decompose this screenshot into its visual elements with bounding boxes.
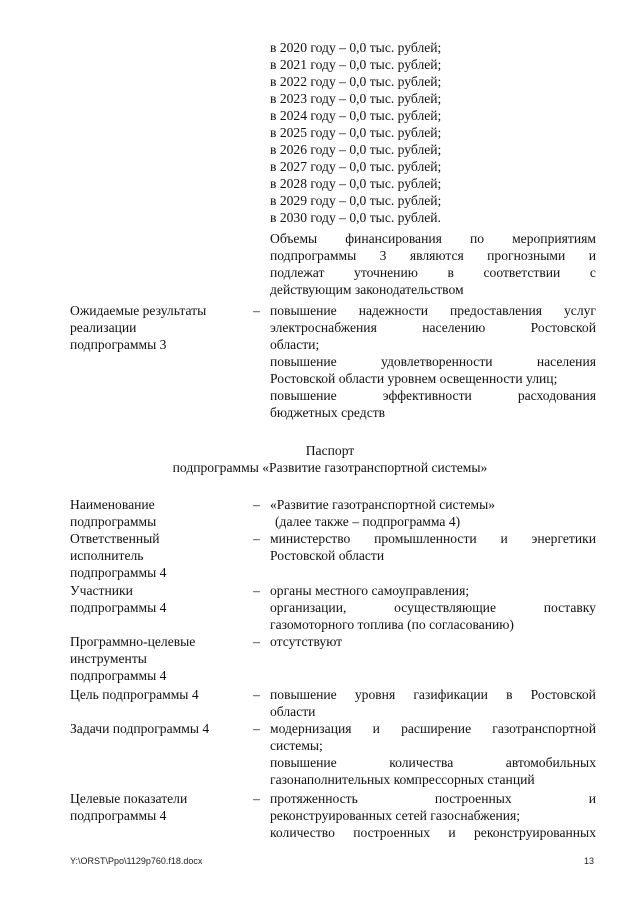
dash: – <box>253 721 260 736</box>
row-participants-value-1: органы местного самоуправления; <box>270 583 470 598</box>
word: прогнозными <box>487 248 566 263</box>
word: и <box>448 825 456 840</box>
word: Объемы <box>270 231 318 246</box>
word: финансирования <box>345 231 442 246</box>
word: населения <box>536 354 596 369</box>
funding-note-line-3 <box>270 264 596 281</box>
expected-line-3: области; <box>270 337 320 352</box>
word: повышение <box>270 303 337 318</box>
row-tasks-label <box>70 720 245 737</box>
word: соответствии <box>483 265 561 280</box>
label-line: подпрограммы 4 <box>70 565 167 580</box>
row-responsible-label <box>70 530 245 581</box>
funding-year-2027: в 2027 году – 0,0 тыс. рублей; <box>270 159 442 174</box>
word: и <box>588 791 596 806</box>
funding-year-2030: в 2030 году – 0,0 тыс. рублей. <box>270 210 441 225</box>
label-line: подпрограммы <box>70 514 157 529</box>
word: с <box>589 265 596 280</box>
word: поставку <box>543 600 596 615</box>
funding-note-line-2 <box>270 247 596 264</box>
expected-line-5: Ростовской области уровнем освещенности улиц; <box>270 371 558 386</box>
word: предоставления <box>450 303 543 318</box>
passport-subtitle: подпрограммы «Развитие газотранспортной системы» <box>172 460 488 475</box>
label-line: подпрограммы 4 <box>70 808 167 823</box>
funding-year-2028: в 2028 году – 0,0 тыс. рублей; <box>270 176 442 191</box>
row-targets-value-1 <box>270 790 596 807</box>
word: Ростовской <box>530 687 596 702</box>
label-line: подпрограммы 4 <box>70 600 167 615</box>
funding-note-line-1 <box>270 230 596 247</box>
label-line: исполнитель <box>70 548 144 563</box>
row-participants-value-3: газомоторного топлива (по согласованию) <box>270 617 514 632</box>
row-tasks-value-3 <box>270 754 596 771</box>
word: газификации <box>413 687 488 702</box>
dash: – <box>253 583 260 598</box>
row-goal-label <box>70 686 245 703</box>
label-line: Наименование <box>70 497 155 512</box>
expected-line-6 <box>270 387 596 404</box>
dash: – <box>253 687 260 702</box>
word: эффективности <box>382 388 472 403</box>
passport-title: Паспорт <box>305 443 355 458</box>
word: газотранспортной <box>492 721 596 736</box>
expected-line-4 <box>270 353 596 370</box>
row-name-label <box>70 496 245 530</box>
word: повышение <box>270 687 337 702</box>
word: количества <box>389 755 454 770</box>
label-line: Задачи подпрограммы 4 <box>70 721 210 736</box>
word: промышленности <box>374 531 477 546</box>
word: протяженность <box>270 791 358 806</box>
word: энергетики <box>531 531 596 546</box>
word: и <box>588 248 596 263</box>
label-line: подпрограммы 4 <box>70 668 167 683</box>
label-line: Участники <box>70 583 133 598</box>
word: подпрограммы <box>270 248 357 263</box>
row-name-value-1: «Развитие газотранспортной системы» <box>270 497 496 512</box>
footer-page-number: 13 <box>584 856 595 866</box>
funding-year-2023: в 2023 году – 0,0 тыс. рублей; <box>270 91 442 106</box>
word: повышение <box>270 755 337 770</box>
label-line: Ответственный <box>70 531 160 546</box>
row-targets-label <box>70 790 245 824</box>
word: модернизация <box>270 721 352 736</box>
word: организации, <box>270 600 347 615</box>
row-participants-value-2 <box>270 599 596 616</box>
dash: – <box>253 791 260 806</box>
label-line: реализации <box>70 320 137 335</box>
funding-year-2024: в 2024 году – 0,0 тыс. рублей; <box>270 108 442 123</box>
word: повышение <box>270 354 337 369</box>
word: 3 <box>379 248 387 263</box>
word: населению <box>422 320 486 335</box>
row-responsible-value-1 <box>270 530 596 547</box>
label-line: Ожидаемые результаты <box>70 303 207 318</box>
row-tools-label <box>70 633 245 684</box>
dash: – <box>253 303 260 318</box>
label-line: инструменты <box>70 651 147 666</box>
word: мероприятиям <box>512 231 596 246</box>
word: министерство <box>270 531 351 546</box>
word: уровня <box>354 687 396 702</box>
row-targets-value-2: реконструированных сетей газоснабжения; <box>270 808 521 823</box>
row-tasks-value-2: системы; <box>270 738 323 753</box>
row-goal-value-2: области <box>270 704 316 719</box>
dash: – <box>253 531 260 546</box>
label-line: подпрограммы 3 <box>70 337 167 352</box>
word: реконструированных <box>474 825 596 840</box>
row-tools-value-1: отсутствуют <box>270 634 343 649</box>
word: Ростовской <box>530 320 596 335</box>
expected-line-7: бюджетных средств <box>270 405 386 420</box>
word: удовлетворенности <box>381 354 493 369</box>
word: и <box>372 721 380 736</box>
funding-year-2021: в 2021 году – 0,0 тыс. рублей; <box>270 57 442 72</box>
word: расширение <box>401 721 472 736</box>
word: надежности <box>358 303 429 318</box>
word: и <box>500 531 508 546</box>
word: электроснабжения <box>270 320 377 335</box>
label-line: Цель подпрограммы 4 <box>70 687 199 702</box>
row-responsible-value-2: Ростовской области <box>270 548 385 563</box>
word: расходования <box>517 388 596 403</box>
row-goal-value-1 <box>270 686 596 703</box>
footer-file-path: Y:\ORST\Ppo\1129p760.f18.docx <box>70 856 203 866</box>
funding-year-2025: в 2025 году – 0,0 тыс. рублей; <box>270 125 442 140</box>
row-tasks-value-1 <box>270 720 596 737</box>
word: в <box>506 687 513 702</box>
dash: – <box>253 634 260 649</box>
dash: – <box>253 497 260 512</box>
word: повышение <box>270 388 337 403</box>
row-targets-value-3 <box>270 824 596 841</box>
word: количество <box>270 825 335 840</box>
row-name-value-2: (далее также – подпрограмма 4) <box>275 514 461 529</box>
word: построенных <box>434 791 512 806</box>
label-line: Программно-целевые <box>70 634 196 649</box>
word: автомобильных <box>505 755 596 770</box>
row-participants-label <box>70 582 245 616</box>
word: уточнению <box>354 265 418 280</box>
expected-line-1 <box>270 302 596 319</box>
word: в <box>447 265 454 280</box>
funding-year-2020: в 2020 году – 0,0 тыс. рублей; <box>270 40 442 55</box>
word: осуществляющие <box>394 600 496 615</box>
funding-year-2022: в 2022 году – 0,0 тыс. рублей; <box>270 74 442 89</box>
word: услуг <box>564 303 596 318</box>
word: подлежат <box>270 265 325 280</box>
word: по <box>469 231 485 246</box>
funding-year-2026: в 2026 году – 0,0 тыс. рублей; <box>270 142 442 157</box>
word: являются <box>409 248 464 263</box>
expected-line-2 <box>270 319 596 336</box>
row-tasks-value-4: газонаполнительных компрессорных станций <box>270 772 535 787</box>
expected-results-label <box>70 302 245 353</box>
word: построенных <box>353 825 431 840</box>
funding-note-line-4: действующим законодательством <box>270 282 464 297</box>
label-line: Целевые показатели <box>70 791 188 806</box>
funding-year-2029: в 2029 году – 0,0 тыс. рублей; <box>270 193 442 208</box>
